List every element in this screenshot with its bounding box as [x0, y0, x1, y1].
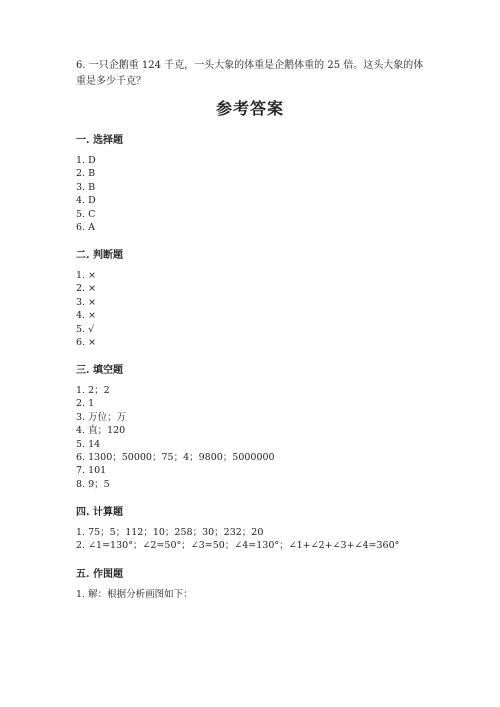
- answer-item: 1. D: [76, 155, 96, 166]
- answer-list-judgment: [76, 269, 96, 349]
- answer-item: 7. 101: [76, 465, 107, 477]
- answer-item: 2. B: [76, 168, 96, 180]
- answer-item: 3. B: [76, 181, 96, 193]
- answer-list-calculation: [76, 526, 399, 553]
- section-heading-fill-blank: 三. 填空题: [76, 365, 123, 376]
- answer-item: 2. 1: [76, 398, 95, 410]
- answer-item: 4. ×: [76, 310, 97, 322]
- answer-item: 5. √: [76, 323, 95, 335]
- answer-item: 3. ×: [76, 296, 97, 308]
- answer-item: 1. ×: [76, 270, 97, 281]
- answer-list-drawing: [76, 588, 193, 601]
- answer-item: 4. 直；120: [76, 425, 126, 437]
- answer-item: 1. 解：根据分析画图如下：: [76, 589, 193, 600]
- section-heading-drawing: 五. 作图题: [76, 569, 123, 580]
- answer-item: 8. 9；5: [76, 478, 110, 490]
- answers-title: 参考答案: [215, 99, 284, 118]
- section-heading-calculation: 四. 计算题: [76, 507, 123, 518]
- answer-item: 4. D: [76, 195, 96, 207]
- question-text: 6. 一只企鹅重 124 千克，一头大象的体重是企鹅体重的 25 倍。这头大象的体重是多少千克？: [76, 60, 424, 87]
- answer-item: 6. ×: [76, 337, 97, 349]
- answer-list-fill-blank: [76, 384, 275, 491]
- answer-item: 3. 万位；万: [76, 411, 127, 423]
- answer-item: 6. 1300；50000；75；4；9800；5000000: [76, 452, 275, 464]
- answer-item: 6. A: [76, 222, 95, 234]
- answer-item: 1. 75；5；112；10；258；30；232；20: [76, 527, 264, 538]
- answer-item: 5. 14: [76, 438, 101, 450]
- answer-item: 1. 2；2: [76, 385, 110, 396]
- answer-list-choice: [76, 154, 96, 234]
- answer-item: 2. ×: [76, 283, 97, 295]
- answer-item: 2. ∠1=130°；∠2=50°；∠3=50；∠4=130°；∠1+∠2+∠3+∠4=360°: [76, 540, 400, 552]
- section-heading-judgment: 二. 判断题: [76, 250, 123, 261]
- section-heading-choice: 一. 选择题: [76, 135, 123, 146]
- answer-item: 5. C: [76, 208, 96, 220]
